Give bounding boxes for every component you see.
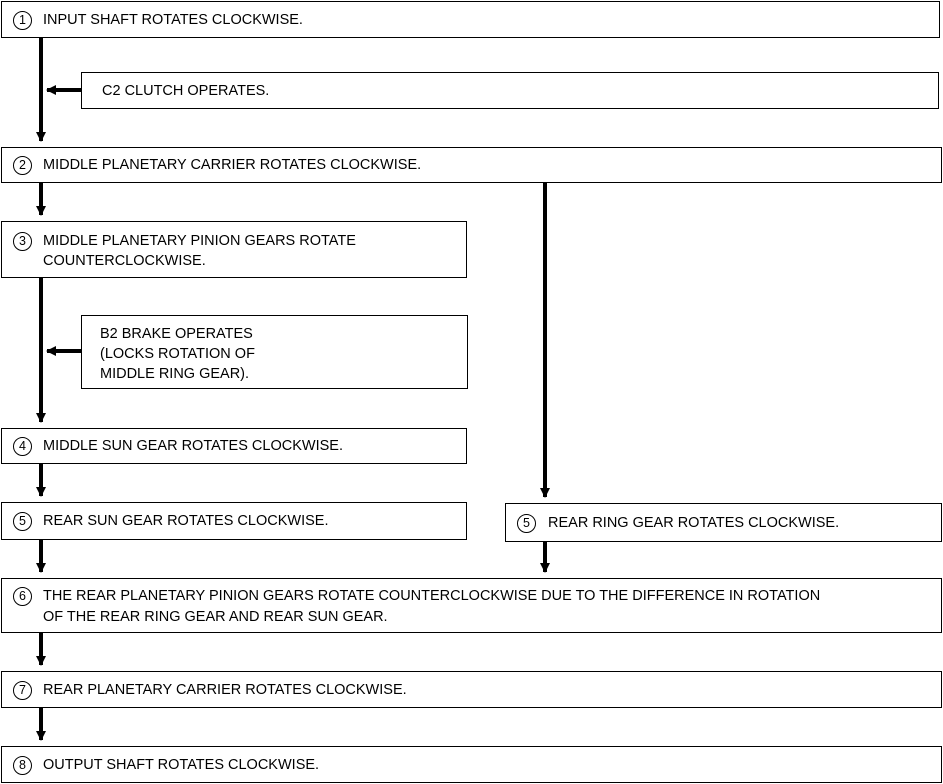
- step-6-box: [1, 578, 942, 633]
- step-7-text: REAR PLANETARY CARRIER ROTATES CLOCKWISE.: [43, 682, 407, 698]
- step-6-text-line-2: OF THE REAR RING GEAR AND REAR SUN GEAR.: [43, 609, 388, 625]
- step-5-ring-text: REAR RING GEAR ROTATES CLOCKWISE.: [548, 515, 840, 531]
- step-7-box: [1, 671, 942, 708]
- step-5-ring-box: [505, 503, 942, 542]
- b2-brake-text-line-3: MIDDLE RING GEAR).: [100, 366, 250, 382]
- step-3-text-line-1: MIDDLE PLANETARY PINION GEARS ROTATE: [43, 233, 356, 249]
- step-4-box: [1, 428, 467, 464]
- step-6-text-line-1: THE REAR PLANETARY PINION GEARS ROTATE COUNTERCLOCKWISE DUE TO THE DIFFERENCE IN ROTATION: [43, 588, 821, 604]
- step-1-box: [1, 1, 940, 38]
- step-number-2: 2: [13, 156, 32, 175]
- step-number-3: 3: [13, 232, 32, 251]
- step-number-5-sun: 5: [13, 512, 32, 531]
- step-3-text-line-2: COUNTERCLOCKWISE.: [43, 253, 206, 269]
- step-5-sun-box: [1, 502, 467, 540]
- step-number-5-ring: 5: [517, 514, 536, 533]
- step-2-text: MIDDLE PLANETARY CARRIER ROTATES CLOCKWISE.: [43, 157, 422, 173]
- step-number-4: 4: [13, 437, 32, 456]
- b2-brake-text-line-2: (LOCKS ROTATION OF: [100, 346, 255, 362]
- step-1-text: INPUT SHAFT ROTATES CLOCKWISE.: [43, 12, 303, 28]
- step-number-8: 8: [13, 756, 32, 775]
- step-number-6: 6: [13, 587, 32, 606]
- step-3-box: [1, 221, 467, 278]
- c2-clutch-text: C2 CLUTCH OPERATES.: [102, 83, 270, 99]
- b2-brake-box: [81, 315, 468, 389]
- step-number-1: 1: [13, 11, 32, 30]
- step-8-text: OUTPUT SHAFT ROTATES CLOCKWISE.: [43, 757, 320, 773]
- step-number-7: 7: [13, 681, 32, 700]
- step-2-box: [1, 147, 942, 183]
- c2-clutch-box: [81, 72, 939, 109]
- step-8-box: [1, 746, 942, 783]
- step-5-sun-text: REAR SUN GEAR ROTATES CLOCKWISE.: [43, 513, 329, 529]
- b2-brake-text-line-1: B2 BRAKE OPERATES: [100, 326, 253, 342]
- step-4-text: MIDDLE SUN GEAR ROTATES CLOCKWISE.: [43, 438, 343, 454]
